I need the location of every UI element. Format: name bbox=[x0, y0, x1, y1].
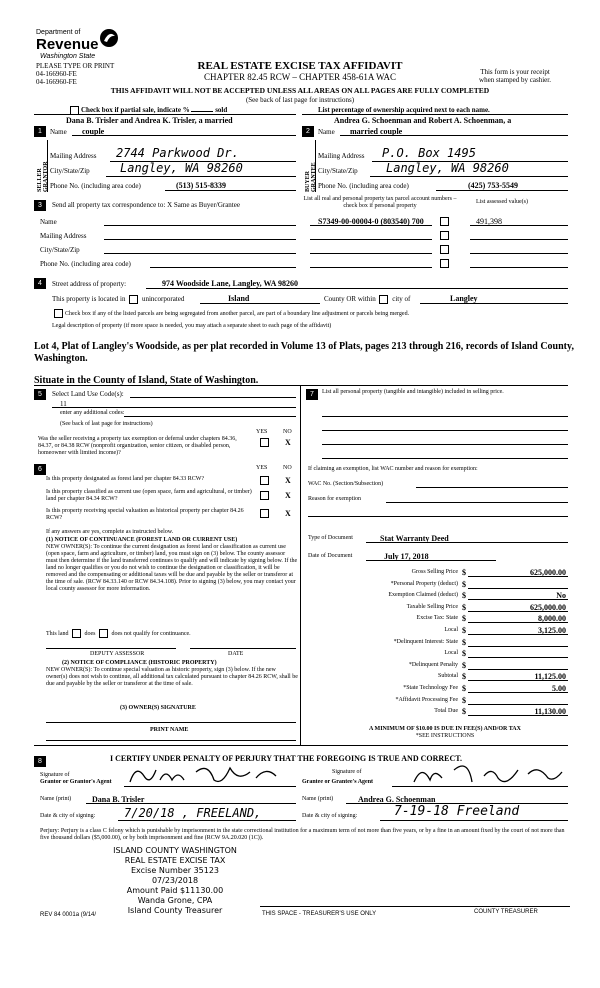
yes-6: YES bbox=[256, 465, 268, 471]
fee-label: Subtotal bbox=[437, 673, 458, 680]
see-back-5: (See back of last page for instructions) bbox=[60, 421, 153, 427]
reason-label: Reason for exemption bbox=[308, 496, 361, 502]
fee-label: Local bbox=[444, 627, 458, 633]
fee-label: Total Due bbox=[434, 708, 458, 715]
grantee-name-value[interactable]: Andrea G. Schoenman bbox=[358, 795, 436, 804]
buyer-name-label: Name bbox=[318, 128, 335, 136]
seller-name-line-1: Dana B. Trisler and Andrea K. Trisler, a married bbox=[66, 116, 233, 125]
see-instructions: *SEE INSTRUCTIONS bbox=[415, 733, 475, 739]
historic-yes-checkbox[interactable] bbox=[260, 509, 269, 518]
receipt-note-1: This form is your receipt bbox=[480, 68, 550, 76]
corr-mail-label: Mailing Address bbox=[40, 232, 87, 240]
buyer-city-value[interactable]: Langley, WA 98260 bbox=[386, 161, 509, 175]
seller-mail-value[interactable]: 2744 Parkwood Dr. bbox=[116, 146, 239, 160]
situate: Situate in the County of Island, State of Washington. bbox=[34, 375, 259, 386]
fee-label: *Affidavit Processing Fee bbox=[395, 696, 458, 703]
fee-label: *Delinquent Interest: State bbox=[393, 638, 458, 645]
logo-swirl-icon bbox=[98, 27, 120, 49]
grantee-date-label: Date & city of signing: bbox=[302, 813, 358, 819]
buyer-mail-value[interactable]: P.O. Box 1495 bbox=[382, 146, 476, 160]
revenue-label: Revenue bbox=[36, 36, 99, 53]
seller-phone-label: Phone No. (including area code) bbox=[50, 182, 141, 190]
fee-currency: $ bbox=[462, 614, 466, 624]
fee-label: *Delinquent Penalty bbox=[408, 661, 458, 668]
located-row: This property is located in unincorporated bbox=[52, 295, 185, 304]
parcel-checkbox-2[interactable] bbox=[440, 231, 449, 240]
buyer-mail-label: Mailing Address bbox=[318, 152, 365, 160]
stamp-line-2: REAL ESTATE EXCISE TAX bbox=[124, 856, 226, 865]
fee-currency: $ bbox=[462, 568, 466, 577]
fee-value[interactable]: 625,000.00 bbox=[530, 602, 566, 612]
corr-phone-label: Phone No. (including area code) bbox=[40, 260, 131, 268]
fee-currency: $ bbox=[462, 602, 466, 612]
unincorporated-checkbox[interactable] bbox=[129, 295, 138, 304]
certify: I CERTIFY UNDER PENALTY OF PERJURY THAT THE FOREGOING IS TRUE AND CORRECT. bbox=[110, 754, 463, 763]
seller-city-label: City/State/Zip bbox=[50, 167, 90, 175]
buyer-phone-value[interactable]: (425) 753-5549 bbox=[468, 181, 518, 190]
rev-number: REV 84 0001a (9/14/ bbox=[40, 912, 97, 918]
grantor-date-value[interactable]: 7/20/18 , FREELAND, bbox=[124, 806, 262, 820]
please-type: PLEASE TYPE OR PRINT bbox=[36, 62, 115, 70]
parcel-checkbox-4[interactable] bbox=[440, 259, 449, 268]
grantee-signature-icon[interactable] bbox=[408, 760, 568, 788]
assessed-value[interactable]: 491,398 bbox=[476, 217, 502, 226]
stamp-line-3: Excise Number 35123 bbox=[130, 866, 220, 875]
fee-currency: $ bbox=[462, 649, 466, 659]
stamp-line-7: Island County Treasurer bbox=[127, 906, 223, 915]
fee-currency: $ bbox=[462, 660, 466, 670]
doc-type-value[interactable]: Stat Warranty Deed bbox=[380, 534, 449, 543]
buyer-name-line-1: Andrea G. Schoenman and Robert A. Schoenman, a bbox=[334, 116, 512, 125]
seller-phone-value[interactable]: (513) 515-8339 bbox=[176, 181, 226, 190]
does-checkbox[interactable] bbox=[72, 629, 81, 638]
section-8-badge: 8 bbox=[34, 756, 46, 767]
doc-type-label: Type of Document bbox=[308, 535, 353, 541]
form-number-1: 04-166960-FE bbox=[36, 70, 77, 78]
additional-codes: enter any additional codes: bbox=[60, 410, 125, 416]
fee-currency: $ bbox=[462, 626, 466, 635]
fee-currency: $ bbox=[462, 591, 466, 601]
forest-no-x[interactable]: X bbox=[285, 476, 291, 485]
forest-yes-checkbox[interactable] bbox=[260, 476, 269, 485]
fee-label: Taxable Selling Price bbox=[406, 603, 458, 610]
print-name: PRINT NAME bbox=[150, 727, 189, 733]
sig-grantor-label-1: Signature of bbox=[40, 772, 70, 778]
buyer-city-label: City/State/Zip bbox=[318, 167, 358, 175]
seller-city-value[interactable]: Langley, WA 98260 bbox=[120, 161, 243, 175]
current-use-no-x[interactable]: X bbox=[285, 491, 291, 500]
this-land-row: This land does does not qualify for continuance. bbox=[46, 630, 191, 637]
fee-value[interactable]: 11,130.00 bbox=[534, 707, 566, 717]
personal-property-label: List all personal property (tangible and intangible) included in selling price. bbox=[322, 389, 504, 395]
land-use-label: Select Land Use Code(s): bbox=[52, 390, 124, 398]
dor-logo bbox=[36, 27, 126, 63]
notice-2-title: (2) NOTICE OF COMPLIANCE (HISTORIC PROPERTY) bbox=[62, 660, 217, 666]
segregated-row: Check box if any of the listed parcels are being segregated from another parcel, are part of a boundary line adjustment or parcels being merged. bbox=[52, 309, 409, 318]
receipt-note-2: when stamped by cashier. bbox=[479, 76, 551, 84]
yes-5: YES bbox=[256, 429, 268, 435]
grantor-name-label: Name (print) bbox=[40, 796, 72, 802]
assessed-header: List assessed value(s) bbox=[476, 199, 528, 205]
fee-currency: $ bbox=[462, 707, 466, 717]
notice-1-text: NEW OWNER(S): To continue the current designation as forest land or classification as current use (open space, farm and agriculture, or timber) land, you must sign on (3) below. The county assessor must then determine if the land transferred continues to qualify and will indicate by signing below. If the land no longer qualifies or you do not wish to continue the designation or classification, it will be removed and the compensating or additional taxes will be due and payable by the seller or transferor at the time of sale. (RCW 84.33.140 or RCW 84.34.108). Prior to signing (3) below, you may contact your local county assessor for more information. bbox=[46, 544, 298, 592]
fee-label: *State Technology Fee bbox=[403, 685, 458, 691]
street-value[interactable]: 974 Woodside Lane, Langley, WA 98260 bbox=[162, 279, 298, 288]
fee-value[interactable]: 625,000.00 bbox=[530, 568, 566, 577]
fee-value[interactable]: 11,125.00 bbox=[534, 672, 566, 682]
deputy-assessor: DEPUTY ASSESSOR bbox=[90, 651, 145, 657]
parcel-checkbox-1[interactable] bbox=[440, 217, 449, 226]
fee-currency: $ bbox=[462, 695, 466, 705]
sig-grantor-label-2: Grantor or Grantor's Agent bbox=[40, 779, 112, 785]
fee-label: Local bbox=[444, 650, 458, 657]
exemption-label: If claiming an exemption, list WAC number and reason for exemption: bbox=[308, 466, 478, 472]
treasurer-stamp bbox=[100, 846, 250, 916]
buyer-phone-label: Phone No. (including area code) bbox=[318, 182, 409, 190]
minimum-due: A MINIMUM OF $10.00 IS DUE IN FEE(S) AND/OR TAX bbox=[369, 726, 521, 732]
seller-name-line-2: couple bbox=[82, 127, 105, 136]
historic-question: Is this property receiving special valuation as historical property per chapter 84.26 RCW? bbox=[46, 508, 244, 521]
grantee-date-value[interactable]: 7-19-18 Freeland bbox=[394, 804, 520, 819]
section-4-badge: 4 bbox=[34, 278, 46, 289]
perjury-note: Perjury: Perjury is a class C felony which is punishable by imprisonment in the state correctional institution for a maximum term of not more than five years, or by a fine in an amount fixed by the court of not more than five thousand dollars ($5,000.00), or by both imprisonment and fine (RCW 9A.20.020 (1C)). bbox=[40, 828, 565, 841]
doc-date-value[interactable]: July 17, 2018 bbox=[384, 552, 429, 561]
no-5: NO bbox=[283, 429, 292, 435]
exemption-no-x[interactable]: X bbox=[285, 438, 291, 447]
forest-question: Is this property designated as forest land per chapter 84.33 RCW? bbox=[46, 476, 205, 482]
section-7-badge: 7 bbox=[306, 389, 318, 400]
stamp-line-4: 07/23/2018 bbox=[151, 876, 199, 885]
fee-value[interactable]: No bbox=[556, 591, 566, 601]
historic-no-x[interactable]: X bbox=[285, 509, 291, 518]
does-not-checkbox[interactable] bbox=[99, 629, 108, 638]
corr-name-label: Name bbox=[40, 218, 57, 226]
land-use-value[interactable]: 11 bbox=[60, 400, 67, 408]
section-2-badge: 2 bbox=[302, 126, 314, 137]
grantor-signature-icon[interactable] bbox=[126, 762, 286, 788]
buyer-side-label: BUYER GRANTEE bbox=[305, 162, 317, 192]
fee-currency: $ bbox=[462, 684, 466, 693]
no-6: NO bbox=[283, 465, 292, 471]
sig-grantee-label-2: Grantee or Grantee's Agent bbox=[302, 779, 374, 785]
stamp-line-6: Wanda Grone, CPA bbox=[137, 896, 213, 905]
parcel-number[interactable]: S7349-00-00004-0 (803540) 700 bbox=[318, 217, 424, 226]
if-any: If any answers are yes, complete as instructed below. bbox=[46, 529, 174, 535]
parcel-header: List all real and personal property tax parcel account numbers – check box if personal property bbox=[303, 196, 457, 209]
form-title: REAL ESTATE EXCISE TAX AFFIDAVIT bbox=[197, 60, 403, 72]
fee-currency: $ bbox=[462, 579, 466, 589]
seller-mail-label: Mailing Address bbox=[50, 152, 97, 160]
county-or-city: County OR within city of bbox=[324, 295, 411, 304]
fee-label: Excise Tax: State bbox=[416, 615, 458, 622]
section-6-badge: 6 bbox=[34, 464, 46, 475]
current-use-question: Is this property classified as current use (open space, farm and agricultural, or timber) land per chapter 84.34 RCW? bbox=[46, 489, 252, 502]
current-use-yes-checkbox[interactable] bbox=[260, 491, 269, 500]
legal-label: Legal description of property (if more space is needed, you may attach a separate sheet to each page of the affidavit) bbox=[52, 323, 332, 329]
legal-description: Lot 4, Plat of Langley's Woodside, as per plat recorded in Volume 13 of Plats, pages 213 through 216, records of Island County, Washington. bbox=[34, 341, 574, 364]
county-value[interactable]: Island bbox=[228, 294, 250, 303]
exemption-yes-checkbox[interactable] bbox=[260, 438, 269, 447]
grantor-date-label: Date & city of signing: bbox=[40, 813, 96, 819]
county-treasurer: COUNTY TREASURER bbox=[474, 909, 538, 915]
assessor-date: DATE bbox=[228, 651, 244, 657]
warning: THIS AFFIDAVIT WILL NOT BE ACCEPTED UNLESS ALL AREAS ON ALL PAGES ARE FULLY COMPLETED bbox=[110, 86, 490, 95]
fee-label: *Personal Property (deduct) bbox=[390, 580, 458, 587]
seller-name-label: Name bbox=[50, 128, 67, 136]
corr-city-label: City/State/Zip bbox=[40, 246, 80, 254]
fee-currency: $ bbox=[462, 637, 466, 647]
city-checkbox[interactable] bbox=[379, 295, 388, 304]
fee-currency: $ bbox=[462, 672, 466, 682]
owner-signature: (3) OWNER(S) SIGNATURE bbox=[120, 705, 196, 711]
notice-1-title: (1) NOTICE OF CONTINUANCE (FOREST LAND OR CURRENT USE) bbox=[46, 537, 238, 543]
segregated-checkbox[interactable] bbox=[54, 309, 63, 318]
section-1-badge: 1 bbox=[34, 126, 46, 137]
state-label: Washington State bbox=[40, 53, 96, 60]
percentage-note: List percentage of ownership acquired next to each name. bbox=[318, 106, 490, 114]
section-3-badge: 3 bbox=[34, 200, 46, 211]
buyer-name-line-2: married couple bbox=[350, 127, 403, 136]
fee-value[interactable]: 5.00 bbox=[552, 684, 566, 693]
seller-side-label: SELLER GRANTOR bbox=[37, 161, 49, 192]
fee-label: Gross Selling Price bbox=[411, 569, 458, 575]
sig-grantee-label-1: Signature of bbox=[332, 769, 362, 775]
doc-date-label: Date of Document bbox=[308, 553, 353, 559]
wac-label: WAC No. (Section/Subsection) bbox=[308, 481, 384, 487]
fee-value[interactable]: 3,125.00 bbox=[538, 626, 566, 635]
city-value[interactable]: Langley bbox=[450, 294, 478, 303]
notice-2-text: NEW OWNER(S): To continue special valuation as historic property, sign (3) below. If the new owner(s) does not wish to continue, all additional tax calculated pursuant to chapter 84.26 RCW, shall be due and payable by the seller or transferor at the time of sale. bbox=[46, 667, 298, 687]
section-5-badge: 5 bbox=[34, 389, 46, 400]
parcel-checkbox-3[interactable] bbox=[440, 245, 449, 254]
street-label: Street address of property: bbox=[52, 280, 127, 288]
exemption-question: Was the seller receiving a property tax exemption or deferral under chapters 84.36, 84.37, or 84.38 RCW (nonprofit organization, senior citizen, or disabled person, homeowner with limited income)? bbox=[38, 436, 237, 456]
see-back: (See back of last page for instructions) bbox=[245, 96, 355, 104]
stamp-line-5: Amount Paid $11130.00 bbox=[126, 886, 224, 895]
stamp-line-1: ISLAND COUNTY WASHINGTON bbox=[113, 846, 237, 855]
grantor-name-value[interactable]: Dana B. Trisler bbox=[92, 795, 145, 804]
fee-value[interactable]: 8,000.00 bbox=[538, 614, 566, 624]
form-chapter: CHAPTER 82.45 RCW – CHAPTER 458-61A WAC bbox=[204, 72, 396, 82]
grantee-name-label: Name (print) bbox=[302, 796, 334, 802]
fee-label: Exemption Claimed (deduct) bbox=[388, 592, 458, 599]
partial-sale: Check box if partial sale, indicate % sold bbox=[68, 106, 227, 115]
send-correspondence: Send all property tax correspondence to: X Same as Buyer/Grantee bbox=[52, 201, 240, 209]
dept-label: Department of bbox=[36, 29, 81, 36]
treasurer-space: THIS SPACE - TREASURER'S USE ONLY bbox=[262, 911, 377, 917]
form-number-2: 04-166960-FE bbox=[36, 78, 77, 86]
